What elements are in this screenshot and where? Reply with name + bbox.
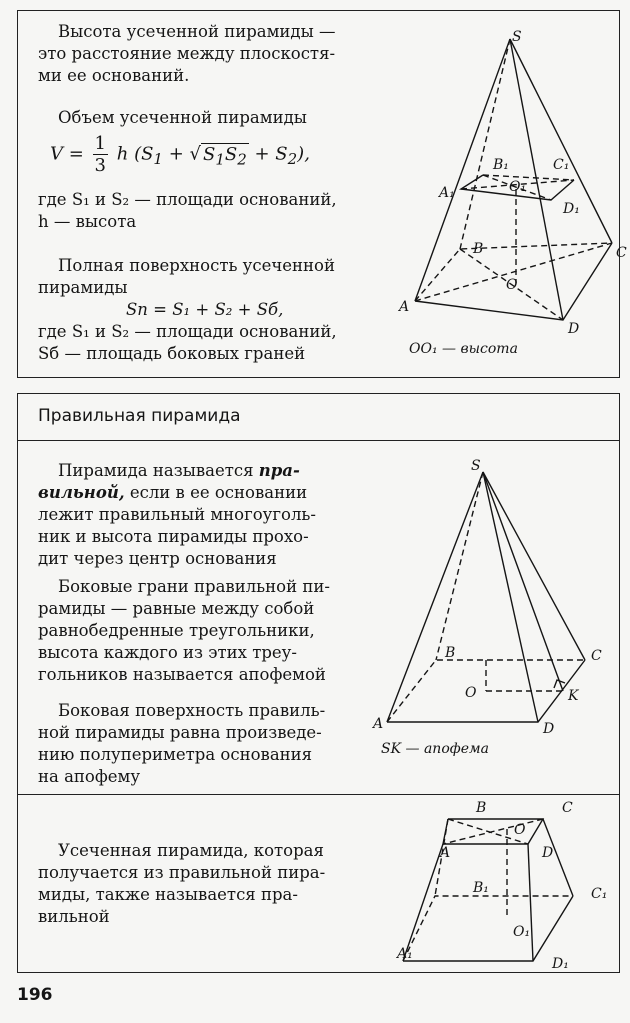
lateral-faces-text: Боковые грани правильной пи- рамиды — равные между собой равнобедренные треугольники, высота каждого из этих треу- гольников называется апофемой: [38, 577, 330, 684]
fraction: $\frac{1}{3}$: [94, 133, 106, 176]
frustum-height-definition: [38, 21, 335, 87]
right-angle-mark: [554, 680, 565, 688]
label-b: B: [445, 645, 456, 661]
label-c: C: [591, 648, 602, 664]
top-base-back: [483, 175, 574, 180]
section-divider: [18, 794, 619, 795]
regular-frustum-figure: [373, 796, 618, 972]
square-root: $S_1S_2$: [202, 143, 247, 169]
label-s: S: [512, 29, 522, 45]
label-a1: A₁: [397, 946, 413, 962]
volume-title: Объем усеченной пирамиды: [58, 108, 307, 127]
label-d: D: [568, 321, 580, 337]
edge-sb: [460, 39, 510, 249]
edge-sc: [483, 472, 585, 660]
regular-frustum-text: Усеченная пирамида, которая получается из правильной пира- миды, также называется пра- вильной: [38, 841, 326, 926]
edge-sd: [483, 472, 538, 722]
text-line: ми ее оснований.: [38, 66, 190, 85]
label-c1: C₁: [553, 157, 570, 173]
section-title: Правильная пирамида: [38, 406, 241, 426]
surface-title: Полная поверхность усеченной пирамиды: [38, 256, 335, 297]
page-number: 196: [17, 985, 53, 1005]
edge-aa1: [403, 844, 443, 961]
label-d1: D₁: [563, 201, 580, 217]
frustum-section: [17, 10, 627, 378]
term: пра-: [258, 461, 300, 480]
edge-sb: [436, 472, 483, 660]
label-o: O: [514, 822, 526, 838]
label-d: D: [542, 845, 554, 861]
label-b1: B₁: [473, 880, 489, 896]
label-a: A: [373, 716, 384, 732]
text-line: это расстояние между плоскостя-: [38, 44, 336, 63]
label-o: O: [506, 277, 518, 293]
bottom-base-front: [403, 896, 573, 961]
label-b: B: [476, 800, 487, 816]
volume-formula: V = $\frac{1}{3}$ h ($S_1$ + √ $S_1S_2 + S_2$),: [50, 133, 310, 176]
apothem-sk: [483, 472, 563, 691]
frustum-figure: [373, 17, 627, 373]
label-o1: O₁: [513, 924, 531, 940]
text-line: Высота усеченной пирамиды —: [58, 22, 336, 41]
term: вильной,: [38, 483, 125, 502]
label-b1: B₁: [493, 157, 509, 173]
label-o1: O₁: [509, 179, 527, 195]
volume-where: где S₁ и S₂ — площади оснований, h — высота: [38, 190, 337, 231]
regular-pyramid-definition: Пирамида называется пра- вильной, если в ее основании лежит правильный многоуголь- ник и высота пирамиды прохо- дит через центр основания: [38, 461, 316, 568]
label-b: B: [473, 241, 484, 257]
label-s: S: [471, 458, 481, 474]
label-a: A: [440, 845, 451, 861]
edge-dd1: [528, 844, 533, 961]
label-c: C: [562, 800, 573, 816]
regular-pyramid-figure: [373, 450, 618, 760]
label-k: K: [568, 688, 579, 704]
lateral-surface-text: Боковая поверхность правиль- ной пирамиды равна произведе- нию полупериметра основания на апофему: [38, 701, 326, 786]
edge-sc: [510, 39, 612, 243]
bottom-base-back: [403, 896, 573, 961]
label-o: O: [465, 685, 477, 701]
label-d: D: [543, 721, 555, 737]
figure-caption: SK — апофема: [381, 741, 489, 757]
regular-pyramid-section: [17, 393, 620, 973]
surface-where: где S₁ и S₂ — площади оснований, Sб — площадь боковых граней: [38, 322, 337, 363]
label-a: A: [399, 299, 410, 315]
label-a1: A₁: [439, 185, 455, 201]
label-c: C: [616, 245, 627, 261]
figure-caption: OO₁ — высота: [409, 341, 518, 357]
section-header: [18, 394, 619, 441]
surface-formula: Sп = S₁ + S₂ + Sб,: [126, 300, 284, 319]
label-d1: D₁: [552, 956, 569, 972]
label-c1: C₁: [591, 886, 608, 902]
